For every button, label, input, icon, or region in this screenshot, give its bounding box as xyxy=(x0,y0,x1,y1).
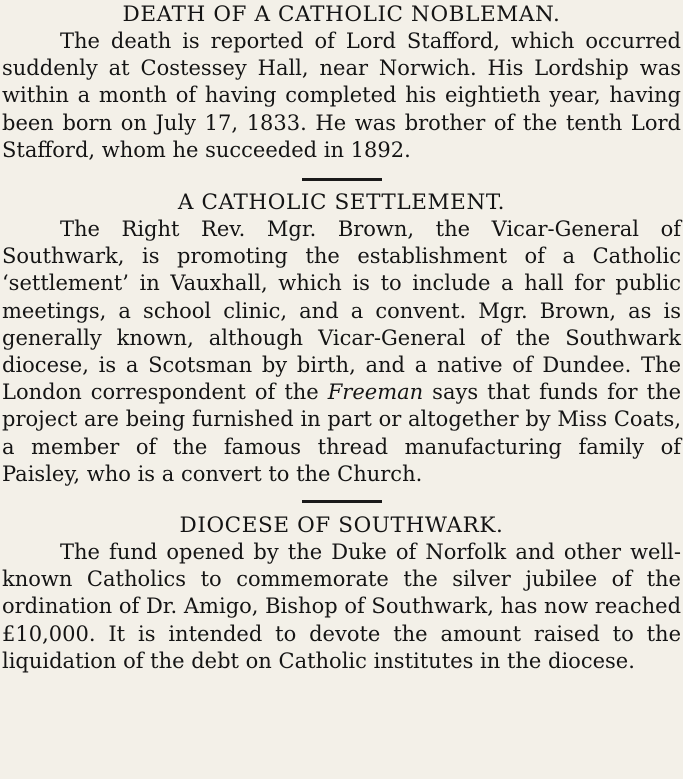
article-heading-death-of-nobleman: DEATH OF A CATHOLIC NOBLEMAN. xyxy=(122,2,561,27)
body-text-part: The Right Rev. Mgr. Brown, the Vicar-General of Southwark, is promoting the establishment of a Catholic ‘settlement’ in Vauxhall, which is to include a hall for public meetings, a school clinic, and a convent. Mgr. Brown, as is generally known, although Vicar-General of the Southwark diocese, is a Scotsman by birth, and a native of Dundee. The London correspondent of the xyxy=(2,217,681,405)
article-body-diocese-of-southwark: The fund opened by the Duke of Norfolk and other well-known Catholics to commemorate the silver jubilee of the ordination of Dr. Amigo, Bishop of Southwark, has now reached £10,000. It is intended to devote the amount raised to the liquidation of the debt on Catholic institutes in the diocese. xyxy=(2,540,682,673)
body-text-part: says that funds for the project are being furnished in part or altogether by Miss Coats, a member of the famous thread manufacturing family of Paisley, who is a convert to the Church. xyxy=(2,380,681,486)
article-heading-catholic-settlement: A CATHOLIC SETTLEMENT. xyxy=(177,190,506,216)
article-body-death-of-nobleman: The death is reported of Lord Stafford, which occurred suddenly at Costessey Hall, near Norwich. His Lordship was within a month of having completed his eightieth year, having been born on July 17, 1833. He was brother of the tenth Lord Stafford, whom he succeeded in 1892. xyxy=(2,29,681,162)
section-divider xyxy=(302,178,382,181)
article-body-catholic-settlement xyxy=(2,216,681,488)
article-heading-diocese-of-southwark: DIOCESE OF SOUTHWARK. xyxy=(179,513,504,539)
section-divider xyxy=(302,500,382,503)
newspaper-title-freeman: Freeman xyxy=(327,380,424,405)
